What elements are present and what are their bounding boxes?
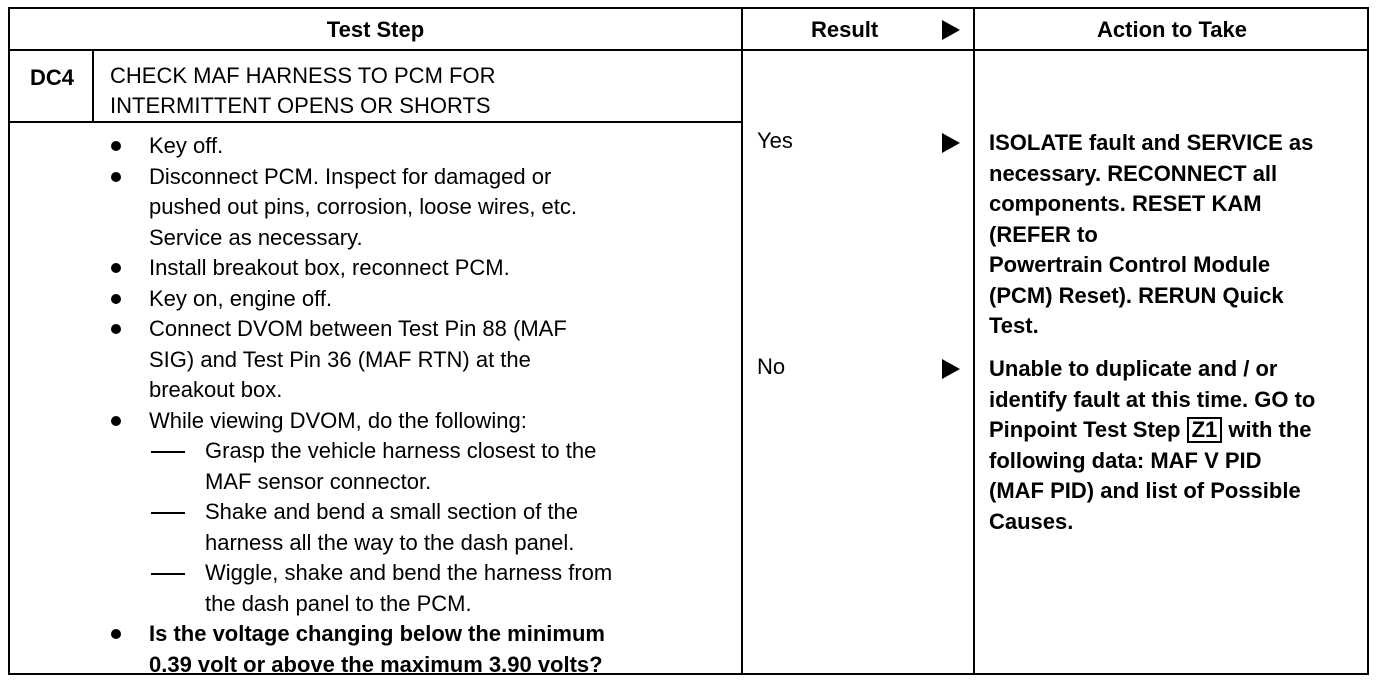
sub-step-item bbox=[108, 497, 708, 558]
header-action: Action to Take bbox=[1097, 17, 1247, 42]
procedure-line: 0.39 volt or above the maximum 3.90 volts? bbox=[149, 651, 603, 677]
bullet-icon bbox=[111, 629, 121, 639]
action-no-line bbox=[989, 415, 1369, 446]
result-yes: Yes bbox=[757, 128, 793, 153]
bullet-icon bbox=[111, 324, 121, 334]
step-title-rule bbox=[10, 121, 743, 123]
bullet-icon bbox=[111, 172, 121, 182]
action-no-line: following data: MAF V PID bbox=[989, 447, 1262, 473]
step-title-line: INTERMITTENT OPENS OR SHORTS bbox=[110, 93, 491, 118]
procedure-line: pushed out pins, corrosion, loose wires, etc. bbox=[149, 194, 578, 219]
step-title-line: CHECK MAF HARNESS TO PCM FOR bbox=[110, 63, 496, 88]
procedure-line: the dash panel to the PCM. bbox=[205, 590, 472, 616]
procedure-line: harness all the way to the dash panel. bbox=[205, 529, 575, 555]
action-yes-line: necessary. RECONNECT all bbox=[989, 160, 1278, 186]
action-yes bbox=[989, 128, 1369, 342]
action-no-text: Pinpoint Test Step bbox=[989, 417, 1187, 442]
header-result: Result bbox=[811, 17, 879, 42]
procedure-line: Is the voltage changing below the minimum bbox=[149, 621, 605, 646]
action-yes-line: Powertrain Control Module bbox=[989, 252, 1271, 277]
procedure-line: Connect DVOM between Test Pin 88 (MAF bbox=[149, 316, 567, 341]
procedure-line: breakout box. bbox=[149, 377, 283, 402]
dash-icon bbox=[151, 451, 185, 453]
procedure-line: Grasp the vehicle harness closest to the bbox=[205, 438, 597, 463]
col-divider-result bbox=[973, 9, 975, 673]
procedure-line: SIG) and Test Pin 36 (MAF RTN) at the bbox=[149, 346, 531, 372]
col-divider-test-step bbox=[741, 9, 743, 673]
bullet-icon bbox=[111, 416, 121, 426]
action-no-line: (MAF PID) and list of Possible bbox=[989, 478, 1301, 503]
procedure-line: While viewing DVOM, do the following: bbox=[149, 407, 527, 433]
action-no bbox=[989, 354, 1369, 537]
result-yes-arrow-icon bbox=[942, 133, 960, 153]
procedure-item bbox=[108, 284, 708, 315]
procedure-item bbox=[108, 619, 708, 680]
step-id: DC4 bbox=[30, 65, 75, 90]
result-no-arrow-icon bbox=[942, 359, 960, 379]
procedure-list bbox=[108, 131, 708, 680]
action-no-line: Causes. bbox=[989, 508, 1074, 534]
procedure-item bbox=[108, 162, 708, 254]
procedure-line: Shake and bend a small section of the bbox=[205, 499, 579, 524]
procedure-line: Install breakout box, reconnect PCM. bbox=[149, 255, 510, 280]
action-yes-line: components. RESET KAM bbox=[989, 191, 1262, 216]
procedure-item bbox=[108, 314, 708, 406]
action-yes-line: (REFER to bbox=[989, 221, 1098, 247]
procedure-line: Key off. bbox=[149, 133, 224, 158]
sub-step-item bbox=[108, 436, 708, 497]
bullet-icon bbox=[111, 263, 121, 273]
sub-step-item bbox=[108, 558, 708, 619]
result-no: No bbox=[757, 354, 786, 379]
action-no-text: with the bbox=[1222, 417, 1312, 442]
step-title bbox=[110, 61, 495, 121]
col-divider-id bbox=[92, 51, 94, 123]
step-reference-z1[interactable]: Z1 bbox=[1187, 417, 1223, 443]
action-no-line: Unable to duplicate and / or bbox=[989, 356, 1278, 381]
action-no-rest bbox=[989, 446, 1369, 538]
procedure-line: Service as necessary. bbox=[149, 224, 363, 250]
procedure-item bbox=[108, 406, 708, 437]
procedure-line: MAF sensor connector. bbox=[205, 468, 432, 494]
dash-icon bbox=[151, 512, 185, 514]
bullet-icon bbox=[111, 294, 121, 304]
action-yes-line: (PCM) Reset). RERUN Quick bbox=[989, 282, 1284, 308]
action-yes-line: ISOLATE fault and SERVICE as bbox=[989, 130, 1314, 155]
diagnostic-table bbox=[8, 7, 1369, 675]
action-yes-line: Test. bbox=[989, 313, 1039, 338]
procedure-item bbox=[108, 131, 708, 162]
procedure-line: Key on, engine off. bbox=[149, 285, 333, 311]
bullet-icon bbox=[111, 141, 121, 151]
action-no-line: identify fault at this time. GO to bbox=[989, 386, 1316, 412]
procedure-item bbox=[108, 253, 708, 284]
header-arrow-icon bbox=[942, 20, 960, 40]
header-test-step: Test Step bbox=[326, 17, 425, 42]
dash-icon bbox=[151, 573, 185, 575]
procedure-line: Wiggle, shake and bend the harness from bbox=[205, 560, 613, 585]
procedure-line: Disconnect PCM. Inspect for damaged or bbox=[149, 163, 552, 189]
